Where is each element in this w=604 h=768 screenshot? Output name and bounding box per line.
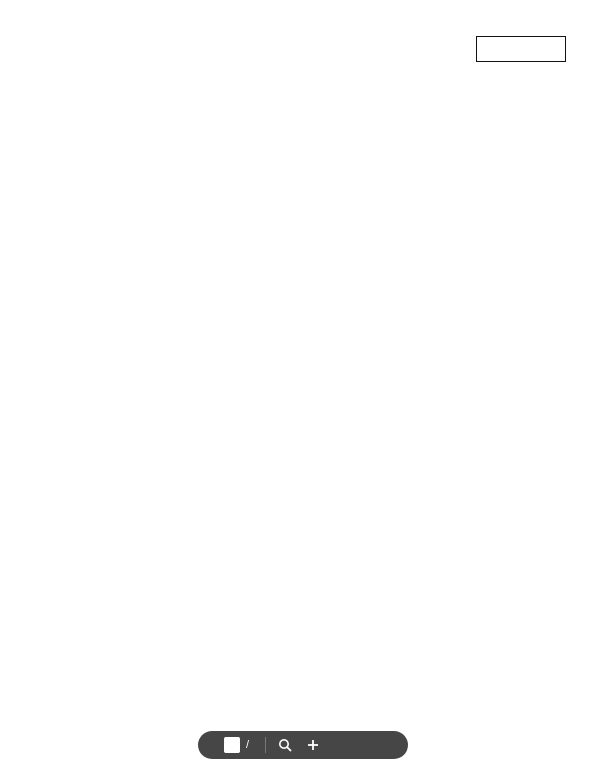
plus-icon[interactable] — [304, 736, 322, 754]
question-7-options — [36, 296, 576, 309]
question-6-options — [36, 266, 576, 279]
question-10-options — [36, 392, 576, 405]
question-5-options — [36, 231, 576, 244]
question-2-options — [36, 150, 576, 163]
page-number-input[interactable] — [224, 737, 240, 753]
question-8-options — [36, 357, 576, 370]
question-18-options — [36, 716, 576, 729]
question-17-options — [36, 680, 576, 693]
zoom-icon[interactable] — [276, 736, 294, 754]
exam-code-box — [476, 36, 566, 62]
question-16-options — [36, 648, 576, 661]
question-4-options — [36, 215, 576, 228]
question-11-options — [36, 461, 576, 474]
question-14-options — [36, 566, 576, 579]
toolbar-divider — [265, 737, 266, 753]
page-toolbar — [198, 731, 408, 759]
page-separator: / — [246, 739, 250, 751]
question-1-options — [36, 118, 576, 131]
question-3-options — [36, 182, 576, 195]
question-15-options — [36, 614, 576, 627]
